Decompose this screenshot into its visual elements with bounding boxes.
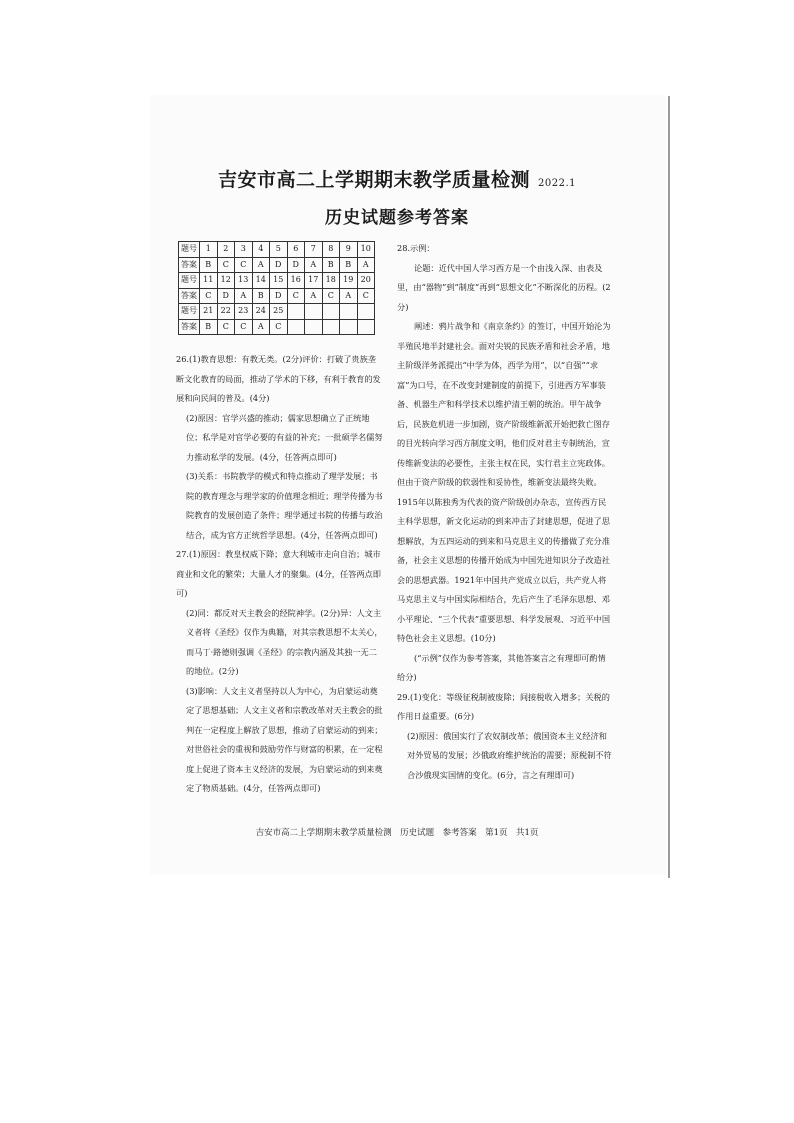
table-row xyxy=(179,242,375,258)
table-cell: 21 xyxy=(200,304,218,320)
document-subtitle: 历史试题参考答案 xyxy=(325,208,469,228)
table-cell: 17 xyxy=(305,273,323,289)
table-cell: 1 xyxy=(200,242,218,258)
table-cell xyxy=(357,319,375,335)
table-row-label: 题号 xyxy=(179,273,200,289)
table-cell: 10 xyxy=(357,242,375,258)
table-cell: B xyxy=(252,288,270,304)
table-cell: 16 xyxy=(287,273,305,289)
table-cell: A xyxy=(235,288,253,304)
table-cell: 14 xyxy=(252,273,270,289)
table-cell: 8 xyxy=(322,242,340,258)
title-text: 吉安市高二上学期期末教学质量检测 xyxy=(217,169,530,191)
table-cell: 6 xyxy=(287,242,305,258)
table-cell: 19 xyxy=(340,273,358,289)
answer-paragraph: 论题：近代中国人学习西方是一个由浅入深、由表及里，由“器物”到“制度”再到“思想文化”不断深化的历程。(2分) xyxy=(397,262,611,312)
answer-paragraph: 阐述：鸦片战争和《南京条约》的签订，中国开始沦为半殖民地半封建社会。面对尖锐的民族矛盾和社会矛盾，地主阶级洋务派提出“中学为体，西学为用”，以“自强”“求富”为口号，在不改变封建制度的前提下，引进西方军事装备、机器生产和科学技术以维护清王朝的统治。甲午战争后，民族危机进一步加剧，资产阶级维新派开始把救亡图存的目光转向学习西方制度文明，他们反对君主专制统治，宣传维新变法的必要性，主张主权在民，实行君主立宪政体。但由于资产阶级的软弱性和妥协性，维新变法最终失败。1915年以陈独秀为代表的资产阶级创办杂志，宣传西方民主科学思想，新文化运动的到来冲击了封建思想，促进了思想解放，为五四运动的到来和马克思主义的传播做了充分准备，社会主义思想的传播开始成为中国先进知识分子改造社会的思想武器。1921年中国共产党成立以后，共产党人将马克思主义与中国实际相结合，先后产生了毛泽东思想、邓小平理论、“三个代表”重要思想、科学发展观、习近平中国特色社会主义思想。(10分) xyxy=(397,321,611,643)
table-cell xyxy=(340,319,358,335)
table-cell: C xyxy=(217,257,235,273)
table-cell: 18 xyxy=(322,273,340,289)
table-row xyxy=(179,304,375,320)
answer-paragraph: (2)同：都反对天主教会的经院神学。(2分)异：人文主义者将《圣经》仅作为典籍，对其宗教思想不太关心，而马丁·路德则强调《圣经》的宗教内涵及其独一无二的地位。(2分) xyxy=(186,607,383,676)
table-cell: B xyxy=(200,319,218,335)
table-row xyxy=(179,273,375,289)
table-cell: B xyxy=(200,257,218,273)
table-cell xyxy=(287,319,305,335)
table-cell: 2 xyxy=(217,242,235,258)
table-cell xyxy=(305,304,323,320)
table-cell: A xyxy=(357,257,375,273)
answer-paragraph: (“示例”仅作为参考答案，其他答案言之有理即可酌情给分) xyxy=(397,652,606,682)
answer-paragraph: (3)影响：人文主义者坚持以人为中心，为启蒙运动奠定了思想基础；人文主义者和宗教改革对天主教会的批判在一定程度上解放了思想，推动了启蒙运动的到来；对世俗社会的重视和鼓励劳作与财富的积累，在一定程度上促进了资本主义经济的发展，为启蒙运动的到来奠定了物质基础。(4分，任答两点即可) xyxy=(186,685,383,793)
table-cell xyxy=(322,304,340,320)
right-column xyxy=(397,239,613,785)
table-row xyxy=(179,288,375,304)
table-row-label: 题号 xyxy=(179,242,200,258)
page-footer: 吉安市高二上学期期末教学质量检测 历史试题 参考答案 第1页 共1页 xyxy=(255,828,539,838)
answer-paragraph: (2)原因：官学兴盛的推动；儒家思想确立了正统地位；私学是对官学必要的有益的补充；一批硕学名儒努力推动私学的发展。(4分，任答两点即可) xyxy=(186,412,383,462)
answer-paragraph: 26.(1)教育思想：有教无类。(2分)评价：打破了贵族垄断文化教育的局面，推动了学术的下移，有利于教育的发展和向民间的普及。(4分) xyxy=(176,354,381,403)
table-cell: 11 xyxy=(200,273,218,289)
table-row-label: 答案 xyxy=(179,257,200,273)
table-cell: 24 xyxy=(252,304,270,320)
table-cell: A xyxy=(340,288,358,304)
table-cell: A xyxy=(305,288,323,304)
table-cell xyxy=(287,304,305,320)
table-cell: B xyxy=(322,257,340,273)
table-cell: C xyxy=(357,288,375,304)
table-cell: 5 xyxy=(270,242,288,258)
table-cell: C xyxy=(235,257,253,273)
answer-paragraph: (3)关系：书院教学的模式和特点推动了理学发展；书院的教育理念与理学家的价值理念相近；理学传播为书院教育的发展创造了条件；理学通过书院的传播与政治结合，成为官方正统哲学思想。(4分，任答两点即可) xyxy=(186,471,383,540)
table-cell: A xyxy=(305,257,323,273)
left-column xyxy=(176,350,384,799)
table-cell: 12 xyxy=(217,273,235,289)
table-cell xyxy=(322,319,340,335)
table-row xyxy=(179,319,375,335)
table-cell xyxy=(357,304,375,320)
table-cell: C xyxy=(235,319,253,335)
table-cell xyxy=(305,319,323,335)
table-cell: C xyxy=(217,319,235,335)
table-cell: D xyxy=(287,257,305,273)
answer-paragraph: 28.示例： xyxy=(397,243,435,253)
table-cell: 4 xyxy=(252,242,270,258)
table-cell: 15 xyxy=(270,273,288,289)
table-row-label: 答案 xyxy=(179,319,200,335)
table-cell: C xyxy=(322,288,340,304)
table-cell: 20 xyxy=(357,273,375,289)
table-cell: 22 xyxy=(217,304,235,320)
table-cell: A xyxy=(252,319,270,335)
table-cell: C xyxy=(270,319,288,335)
table-row-label: 答案 xyxy=(179,288,200,304)
table-cell: 9 xyxy=(340,242,358,258)
table-cell: B xyxy=(340,257,358,273)
table-cell: 3 xyxy=(235,242,253,258)
table-cell: C xyxy=(287,288,305,304)
table-cell: 13 xyxy=(235,273,253,289)
answer-paragraph: 29.(1)变化：等级征税制被废除；间接税收入增多；关税的作用日益重要。(6分) xyxy=(397,691,610,721)
table-row-label: 题号 xyxy=(179,304,200,320)
table-row xyxy=(179,257,375,273)
table-cell: 23 xyxy=(235,304,253,320)
table-cell: D xyxy=(270,257,288,273)
exam-date: 2022.1 xyxy=(538,178,576,189)
table-cell: D xyxy=(270,288,288,304)
answer-table xyxy=(178,241,375,335)
table-cell: A xyxy=(252,257,270,273)
table-cell xyxy=(340,304,358,320)
table-cell: C xyxy=(200,288,218,304)
document-title xyxy=(0,165,794,192)
answer-paragraph: 27.(1)原因：教皇权威下降；意大利城市走向自治；城市商业和文化的繁荣；大量人才的聚集。(4分，任答两点即可) xyxy=(176,549,381,598)
table-cell: 25 xyxy=(270,304,288,320)
table-cell: 7 xyxy=(305,242,323,258)
table-cell: D xyxy=(217,288,235,304)
answer-paragraph: (2)原因：俄国实行了农奴制改革；俄国资本主义经济和对外贸易的发展；沙俄政府维护统治的需要；原税制不符合沙俄现实国情的变化。(6分，言之有理即可) xyxy=(407,730,612,780)
